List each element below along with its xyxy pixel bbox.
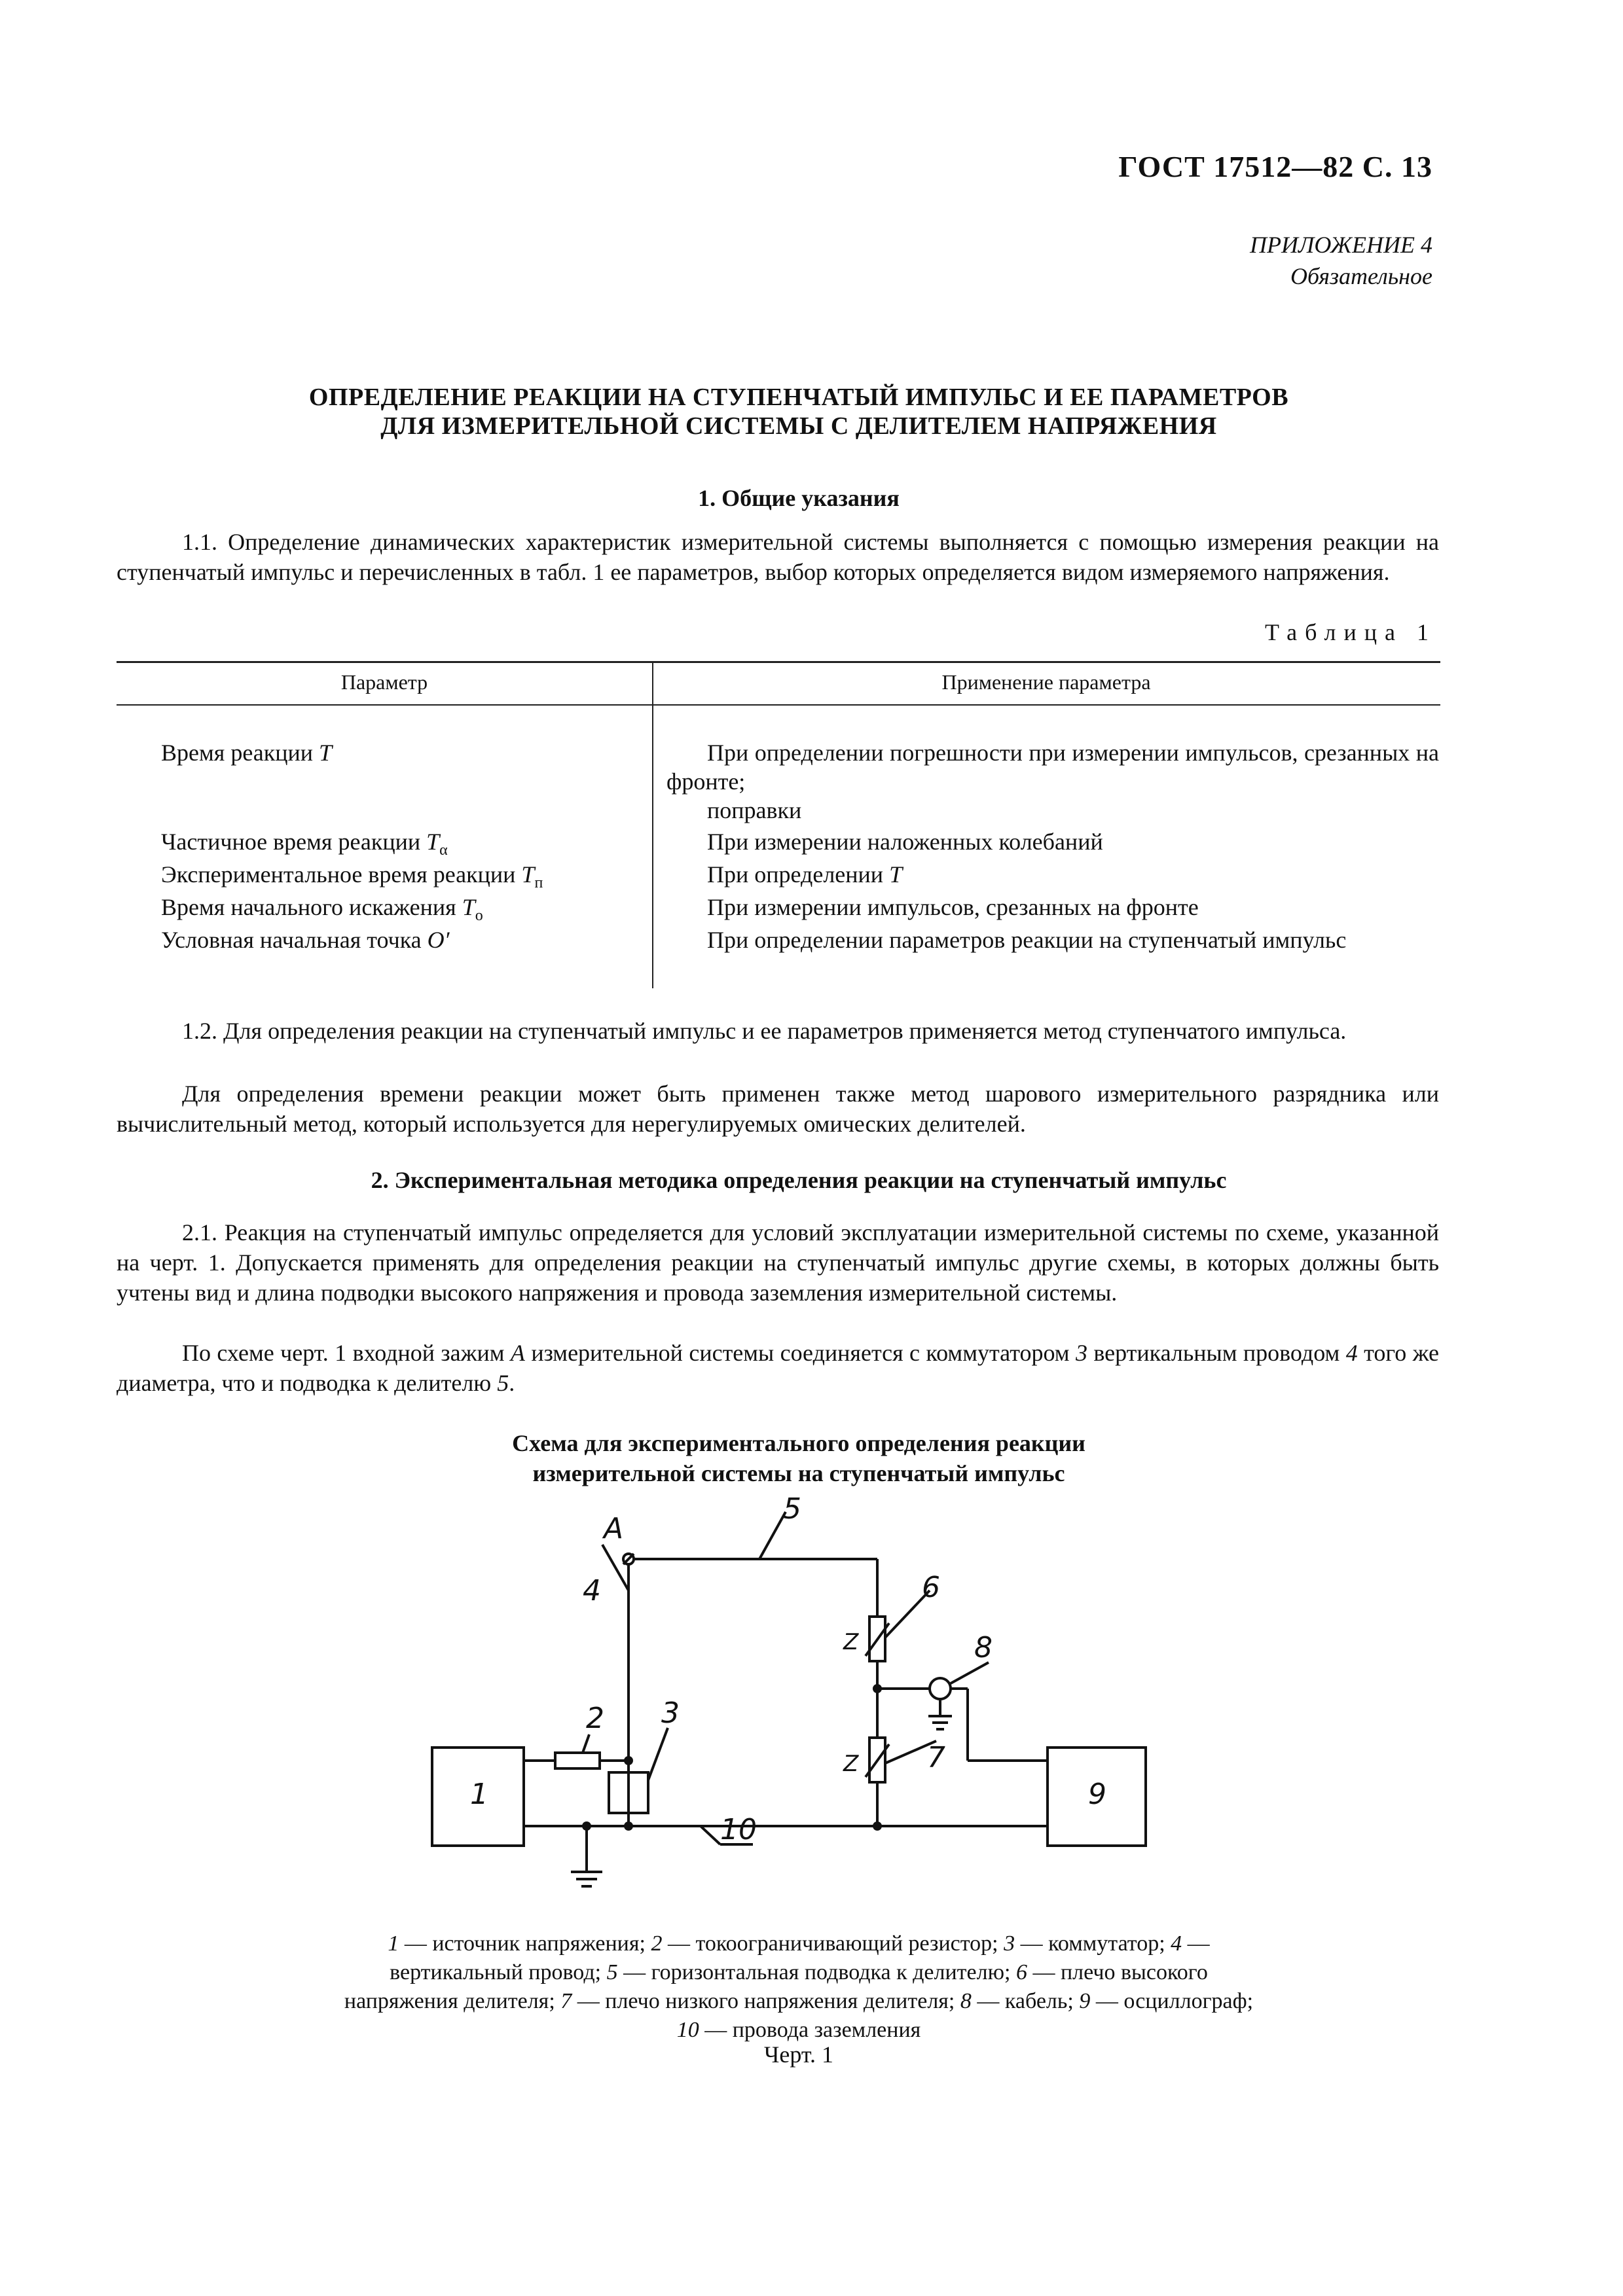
label-1: 1 <box>470 1778 488 1811</box>
table-row-param: Экспериментальное время реакции $T_п$ <box>161 861 543 892</box>
table-header-use: Применение параметра <box>941 670 1151 694</box>
table-row-use <box>666 925 1439 954</box>
table-row-use-text: При измерении импульсов, срезанных на фронте <box>707 894 1199 920</box>
limiting-resistor <box>555 1753 600 1768</box>
document-title <box>157 383 1440 440</box>
appendix-label: ПРИЛОЖЕНИЕ 4 <box>1250 232 1432 258</box>
section-1-heading: 1. Общие указания <box>698 485 900 511</box>
table-header-rule <box>117 704 1440 706</box>
table-row-use-text: При измерении наложенных колебаний <box>707 829 1103 855</box>
paragraph-1-1 <box>117 527 1439 587</box>
table-row-param: Время начального искажения $T_o$ <box>161 894 483 925</box>
paragraph-1-1-text: 1.1. Определение динамических характеристик измерительной системы выполняется с помощью измерения реакции на ступенчатый импульс и перечисленных в табл. 1 ее параметров, выбор которых определяется видом измеряемого напряжения. <box>117 529 1439 585</box>
table-row-use-text: При определении погрешности при измерении импульсов, срезанных на фронте; <box>666 740 1439 795</box>
paragraph-2-1-b: По схеме черт. 1 входной зажим A измерительной системы соединяется с коммутатором 3 вертикальным проводом 4 того же диаметра, что и подводка к делителю 5. <box>117 1340 1439 1396</box>
page-header-standard: ГОСТ 17512—82 С. 13 <box>1118 150 1432 183</box>
paragraph-1-2-b <box>117 1079 1439 1139</box>
table-row-use <box>666 893 1439 922</box>
label-9: 9 <box>1088 1778 1106 1811</box>
cable-connector <box>930 1678 951 1699</box>
figure-title <box>157 1428 1440 1488</box>
table-header-param: Параметр <box>340 670 428 694</box>
table-row-use-text: При определении параметров реакции на ступенчатый импульс <box>707 927 1347 953</box>
title-line-2: ДЛЯ ИЗМЕРИТЕЛЬНОЙ СИСТЕМЫ С ДЕЛИТЕЛЕМ НАПРЯЖЕНИЯ <box>380 412 1217 440</box>
table-caption: Таблица 1 <box>1265 619 1436 645</box>
section-2-heading: 2. Экспериментальная методика определения реакции на ступенчатый импульс <box>371 1167 1227 1193</box>
label-6: 6 <box>922 1571 940 1604</box>
table-row-use <box>666 827 1439 856</box>
table-row-use: При определении T <box>707 861 903 888</box>
circuit-diagram <box>393 1486 1178 1905</box>
table-row-use <box>666 796 1439 825</box>
paragraph-2-1-text: 2.1. Реакция на ступенчатый импульс определяется для условий эксплуатации измерительной системы по схеме, указанной на черт. 1. Допускается применять для определения реакции на ступенчатый импульс другие схемы, в которых должны быть учтены вид и длина подводки высокого напряжения и провода заземления измерительной системы. <box>117 1219 1439 1306</box>
label-4: 4 <box>583 1574 601 1607</box>
appendix-status: Обязательное <box>1290 263 1432 289</box>
appendix-block <box>1250 229 1432 292</box>
table-top-rule <box>117 661 1440 663</box>
label-5: 5 <box>783 1492 801 1526</box>
table-row-use <box>666 738 1439 796</box>
label-3: 3 <box>661 1696 680 1730</box>
figure-title-line-1: Схема для экспериментального определения реакции <box>512 1430 1085 1456</box>
paragraph-1-2-b-text: Для определения времени реакции может быть применен также метод шарового измерительного разрядника или вычислительный метод, который используется для нерегулируемых омических делителей. <box>117 1081 1439 1137</box>
title-line-1: ОПРЕДЕЛЕНИЕ РЕАКЦИИ НА СТУПЕНЧАТЫЙ ИМПУЛЬС И ЕЕ ПАРАМЕТРОВ <box>308 384 1289 411</box>
figure-legend: 1 — источник напряжения; 2 — токоограничивающий резистор; 3 — коммутатор; 4 — вертикальный провод; 5 — горизонтальная подводка к делителю; 6 — плечо высокого напряжения делителя; 7 — плечо низкого напряжения делителя; 8 — кабель; 9 — осциллограф; 10 — провода заземления <box>344 1931 1254 2042</box>
label-z-low: Z <box>843 1751 859 1777</box>
paragraph-1-2 <box>117 1016 1439 1046</box>
table-row-param: Частичное время реакции $T_\alpha$ <box>161 829 448 859</box>
table-row-param: Условная начальная точка O′ <box>161 927 450 953</box>
label-10: 10 <box>720 1813 757 1846</box>
paragraph-1-2-text: 1.2. Для определения реакции на ступенчатый импульс и ее параметров применяется метод ступенчатого импульса. <box>182 1018 1347 1044</box>
label-terminal-a: A <box>604 1512 624 1545</box>
label-8: 8 <box>974 1631 993 1664</box>
paragraph-2-1 <box>117 1217 1439 1308</box>
table-row-param: Время реакции T <box>161 740 333 766</box>
figure-caption: Черт. 1 <box>764 2041 833 2068</box>
label-2: 2 <box>586 1702 604 1735</box>
label-7: 7 <box>927 1741 945 1774</box>
table-row-use-text: поправки <box>707 797 802 823</box>
table-column-divider <box>652 661 653 988</box>
figure-title-line-2: измерительной системы на ступенчатый импульс <box>532 1460 1065 1486</box>
label-z-high: Z <box>843 1629 859 1655</box>
